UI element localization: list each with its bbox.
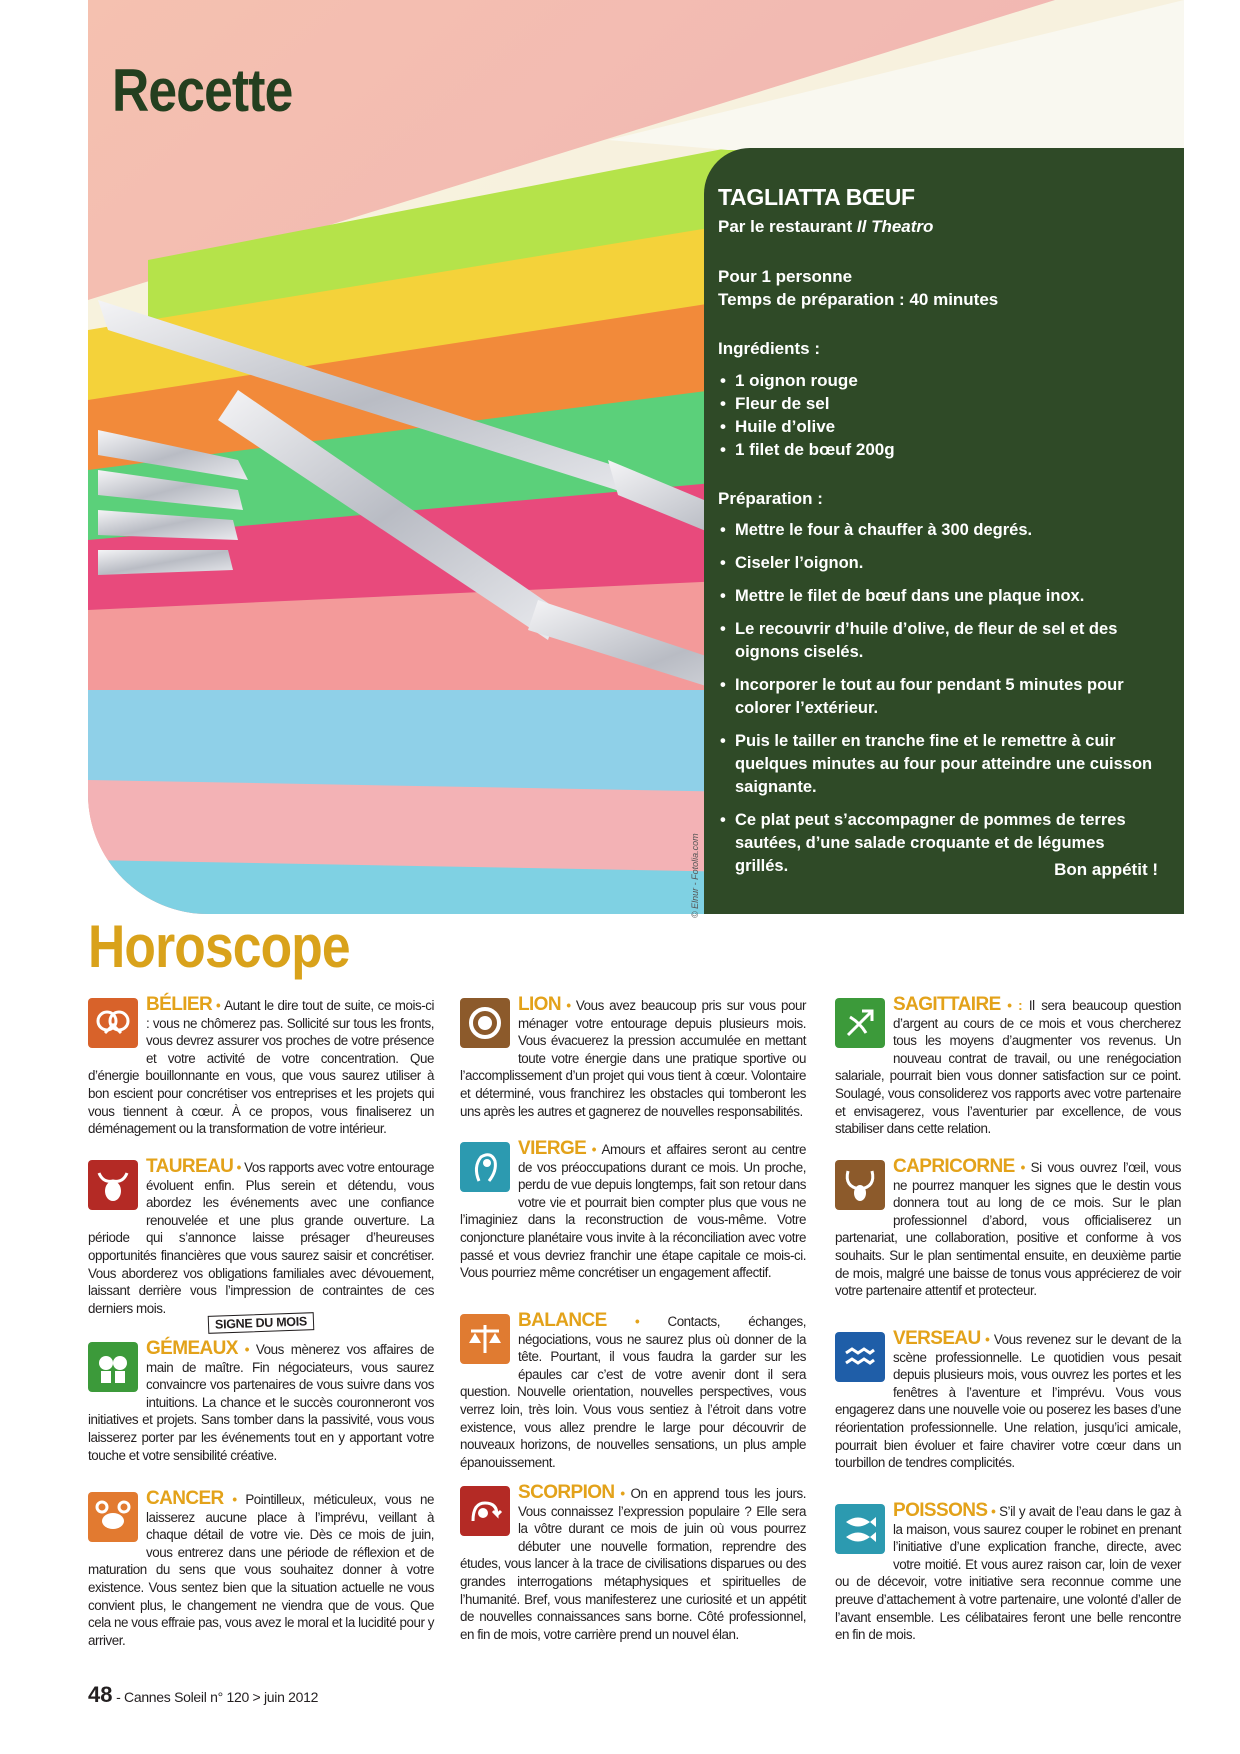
sign-gemeaux: [88, 1340, 434, 1490]
sign-name: SCORPION: [518, 1482, 615, 1503]
sign-scorpion: [460, 1484, 806, 1643]
ingredients-list: [718, 369, 1158, 461]
sign-poissons: [835, 1502, 1181, 1644]
ingredient-item: • 1 oignon rouge: [718, 369, 1158, 392]
goat-icon: [835, 1160, 885, 1210]
dish-name: TAGLIATTA BŒUF: [718, 184, 915, 210]
preparation-step: • Incorporer le tout au four pendant 5 minutes pour colorer l’extérieur.: [718, 674, 1158, 720]
sign-separator: •: [1014, 1160, 1031, 1175]
sign-name: CAPRICORNE: [893, 1156, 1015, 1177]
sign-text: Contacts, échanges, négociations, vous ne saurez plus où donner de la tête. Pourtant, il vous faudra la garder sur les épaules car c’est de votre avenir dont il sera question. Nouvelle orientation, nouvelles perspectives, vous verrez loin, très loin. Vous vous sentiez à l’étroit dans votre existence, vous allez prendre le large pour découvrir de nouveaux horizons, de nouvelles sensations, un plus ample épanouissement.: [460, 1314, 806, 1470]
sign-text: On en apprend tous les jours. Vous connaissez l’expression populaire ? Elle sera la vôtre durant ce mois de juin où vous pourrez débuter une nouvelle formation, reprendre des études, vous lancer à la trace de civilisations disparues ou des grandes interrogations métaphysiques et spirituelles de l’humanité. Bref, vous manifesterez une curiosité et un appétit de nouvelles connaissances sans borne. Côté professionnel, en fin de mois, votre carrière prend un nouvel élan.: [460, 1486, 806, 1642]
sign-text: S’il y avait de l’eau dans le gaz à la maison, vous saurez couper le robinet en prenant l’initiative d’une explication franche, directe, avec votre moitié. Et vous aurez raison car, loin de vexer ou de décevoir, votre initiative sera reconnue comme une preuve d’attachement à votre partenaire, une volonté d’aller de l’avant ensemble. Les célibataires feront une belle rencontre en fin de mois.: [835, 1504, 1181, 1643]
preparation-steps: [718, 519, 1158, 878]
ingredients-title: Ingrédients :: [718, 339, 821, 358]
sign-text: Pointilleux, méticuleux, vous ne laisserez aucune place à l’imprévu, veillant à chaque détail de votre vie. Dès ce mois de juin, vous entrerez dans une période de réflexion et de maturation du sens que vous souhaitez donner à votre existence. Vous sentez bien que la situation actuelle ne vous convient plus, le changement ne viendra que de vous. Que cela ne vous effraie pas, vous avez le moral et la lucidité pour y arriver.: [88, 1492, 434, 1648]
prep-time: Temps de préparation : 40 minutes: [718, 290, 999, 309]
sign-belier: [88, 996, 434, 1158]
sign-text: Si vous ouvrez l’œil, vous ne pourrez manquer les signes que le destin vous donnera tout au long de ce mois. Sur le plan professionnel d’abord, vous officialiserez un partenariat, une collaboration, positive et conforme à vos souhaits. Sur le plan sentimental ensuite, en deuxième partie de mois, malgré une baisse de tonus vous apprécierez de voir votre partenaire attentif et protecteur.: [835, 1160, 1181, 1299]
sign-name: GÉMEAUX: [146, 1338, 238, 1359]
sign-text: Vous avez beaucoup pris sur vous pour ménager votre entourage depuis plusieurs mois. Vous évacuerez la pression accumulée en mettant toute votre énergie dans une pratique sportive ou l’accomplissement d’un projet qui vous tient à cœur. Volontaire et déterminé, vous franchirez les obstacles qui tomberont les uns après les autres et gagnerez de nouvelles responsabilités.: [460, 998, 806, 1119]
sign-name: BALANCE: [518, 1310, 607, 1331]
sign-name: VERSEAU: [893, 1328, 981, 1349]
fish-icon: [835, 1504, 885, 1554]
sign-separator: •: [561, 998, 576, 1013]
bull-icon: [88, 1160, 138, 1210]
ram-icon: [88, 998, 138, 1048]
sign-separator: •: [223, 1492, 246, 1507]
sign-separator: •: [614, 1486, 631, 1501]
sign-name: TAUREAU: [146, 1156, 234, 1177]
sign-text: Vous mènerez vos affaires de main de maître. Fin négociateurs, vous saurez convaincre vos partenaires de vous suivre dans vos intuitions. La chance et le succès couronneront vos initiatives et projets. Sans tomber dans la passivité, vous vous laisserez porter par les événements tout en y apportant votre touche et votre sensibilité créative.: [88, 1342, 434, 1463]
sign-name: POISSONS: [893, 1500, 988, 1521]
sign-sagittaire: [835, 996, 1181, 1158]
sign-lion: [460, 996, 806, 1140]
restaurant-prefix: Par le restaurant: [718, 217, 857, 236]
sign-text: Autant le dire tout de suite, ce mois-ci : vous ne chômerez pas. Sollicité sur tous les fronts, vous devrez assurer vos proches de votre présence et votre activité de votre concentration. Que d’énergie bouillonnante en vous, que vous saurez utiliser à bon escient pour concrétiser vos entreprises et les projets qui vous tiennent à cœur. À ce propos, vous finaliserez un déménagement ou la transformation de votre intérieur.: [88, 998, 434, 1137]
twins-icon: [88, 1342, 138, 1392]
issue-info: - Cannes Soleil n° 120 > juin 2012: [112, 1689, 319, 1705]
sign-name: LION: [518, 994, 561, 1015]
preparation-step: • Puis le tailler en tranche fine et le remettre à cuir quelques minutes au four pour atteindre une cuisson saignante.: [718, 730, 1158, 799]
archer-icon: [835, 998, 885, 1048]
sign-separator: • :: [1000, 998, 1029, 1013]
page-number: 48: [88, 1682, 113, 1707]
ingredient-item: • 1 filet de bœuf 200g: [718, 438, 1158, 461]
sign-taureau: [88, 1158, 434, 1318]
sign-separator: •: [237, 1342, 256, 1357]
preparation-title: Préparation :: [718, 489, 823, 508]
preparation-step: • Mettre le filet de bœuf dans une plaque inox.: [718, 585, 1158, 608]
sign-of-month-badge: SIGNE DU MOIS: [208, 1312, 315, 1334]
sign-name: SAGITTAIRE: [893, 994, 1001, 1015]
restaurant-name: Il Theatro: [856, 217, 934, 236]
sign-balance: [460, 1312, 806, 1484]
preparation-step: • Le recouvrir d’huile d’olive, de fleur de sel et des oignons ciselés.: [718, 618, 1158, 664]
sign-cancer: [88, 1490, 434, 1649]
sign-text: Vos rapports avec votre entourage évoluent enfin. Plus serein et détendu, vous abordez les événements avec une confiance renouvelée et une plus grande ouverture. La période qui s’annonce laisse présager d’heureuses opportunités financières que vous saurez saisir et concrétiser. Vous aborderez vos obligations familiales avec dévouement, laissant derrière vous l’impression de contraintes de ces derniers mois.: [88, 1160, 434, 1316]
sign-name: VIERGE: [518, 1138, 587, 1159]
sign-text: Amours et affaires seront au centre de vos préoccupations durant ce mois. Un proche, perdu de vue depuis longtemps, fait son retour dans votre vie et pourrait bien compter plus que vous ne l’imaginiez dans la reconstruction de vous-même. Votre conjoncture planétaire vous invite à la réconciliation avec votre passé et vous devriez franchir une étape capitale ce mois-ci. Vous pourriez même concrétiser un engagement affectif.: [460, 1142, 806, 1281]
horoscope-column-1: [88, 996, 434, 1649]
preparation-step: • Ce plat peut s’accompagner de pommes de terres sautées, d’une salade croquante et de légumes grillés.: [718, 809, 1158, 878]
sign-separator: •: [987, 1504, 1000, 1519]
water-bearer-icon: [835, 1332, 885, 1382]
maiden-icon: [460, 1142, 510, 1192]
ingredient-item: • Huile d’olive: [718, 415, 1158, 438]
sign-separator: •: [980, 1332, 994, 1347]
crab-icon: [88, 1492, 138, 1542]
sign-name: BÉLIER: [146, 994, 213, 1015]
preparation-step: • Mettre le four à chauffer à 300 degrés.: [718, 519, 1158, 542]
sign-separator: •: [212, 998, 225, 1013]
restaurant-credit: [718, 217, 1158, 237]
sign-text: Il sera beaucoup question d’argent au cours de ce mois et vous chercherez tous les moyens d’augmenter vos revenus. Un nouveau contrat de travail, ou une renégociation salariale, pourrait bien vous donner satisfaction sur ce point. Soulagé, vous consoliderez vos rapports avec votre partenaire et envisagerez, vous l’aventurier par excellence, de vous stabiliser dans cette relation.: [835, 998, 1182, 1137]
scales-icon: [460, 1314, 510, 1364]
preparation-step: • Ciseler l’oignon.: [718, 552, 1158, 575]
sign-vierge: [460, 1140, 806, 1312]
servings: Pour 1 personne: [718, 267, 853, 286]
sign-verseau: [835, 1330, 1181, 1502]
horoscope-column-2: [460, 996, 806, 1643]
horoscope-column-3: [835, 996, 1181, 1644]
page-footer: [88, 1682, 318, 1708]
recipe-section-title: Recette: [112, 57, 293, 124]
scorpion-icon: [460, 1486, 510, 1536]
sign-separator: •: [586, 1142, 602, 1157]
photo-credit: © Elnur - Fotolia.com: [690, 833, 700, 918]
horoscope-title: Horoscope: [88, 913, 350, 980]
closing-line: Bon appétit !: [1054, 860, 1158, 879]
sign-capricorne: [835, 1158, 1181, 1330]
sign-text: Vous revenez sur le devant de la scène professionnelle. Le quotidien vous pesait depuis plusieurs mois, vous ouvrez les portes et les fenêtres à l’aventure et l’imprévu. Vous vous engagerez dans une nouvelle voie ou poserez les bases d’une réorientation professionnelle. Une relation, jusqu’ici amicale, pourrait bien évoluer et faire chavirer votre cœur dans un tourbillon de tendres complicités.: [835, 1332, 1182, 1471]
recipe-meta: [718, 265, 1158, 311]
sign-name: CANCER: [146, 1488, 224, 1509]
recipe-card: [704, 148, 1184, 914]
sign-separator: •: [606, 1314, 668, 1329]
ingredient-item: • Fleur de sel: [718, 392, 1158, 415]
lion-icon: [460, 998, 510, 1048]
sign-separator: •: [233, 1160, 245, 1175]
